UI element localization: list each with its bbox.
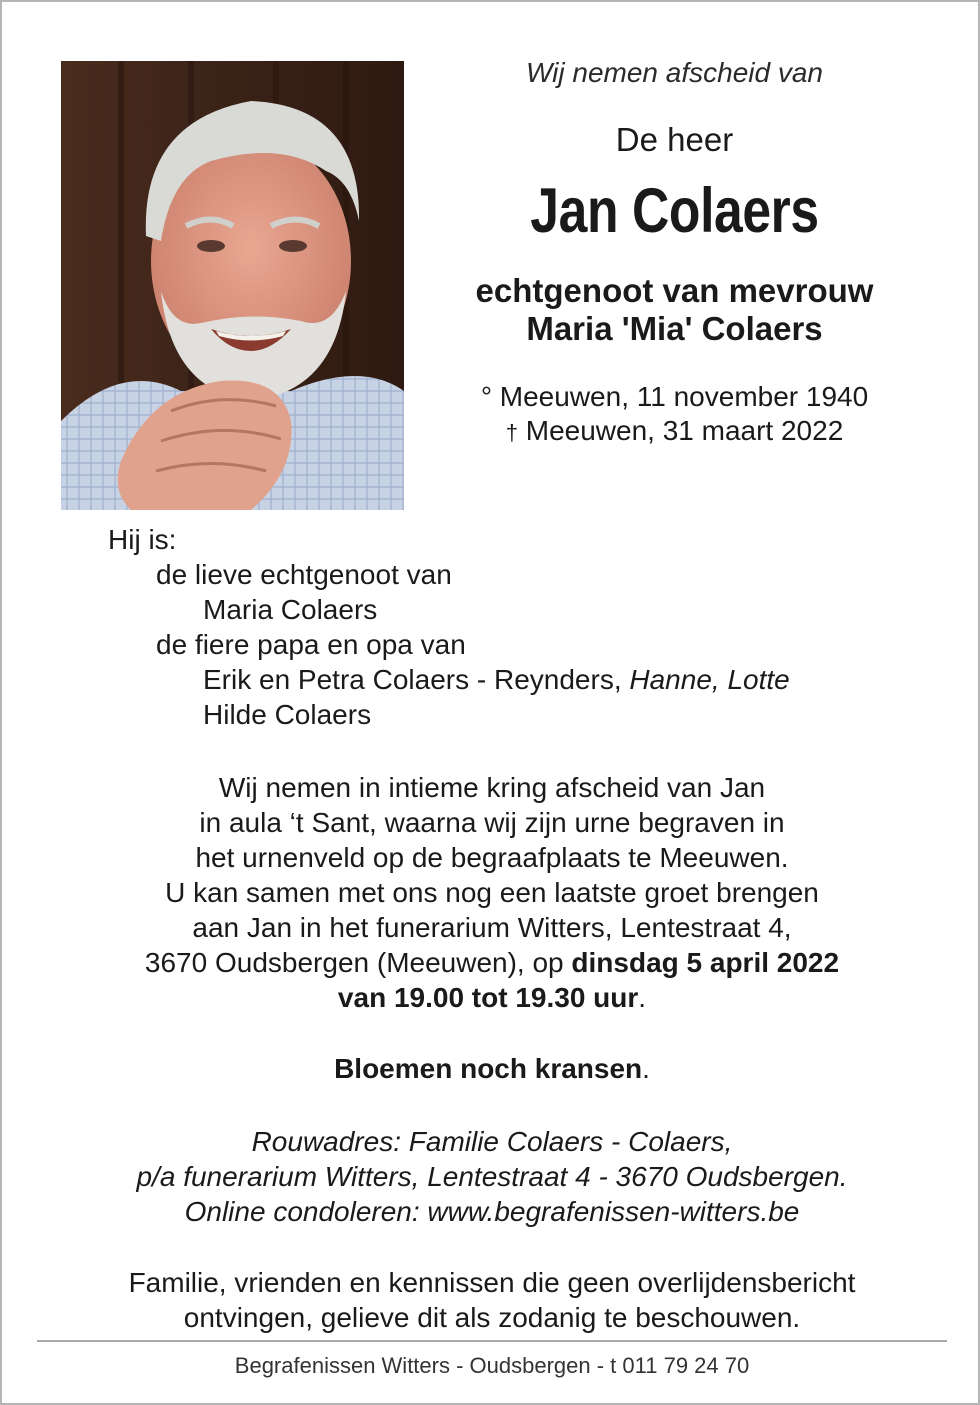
flowers-text: Bloemen noch kransen: [334, 1053, 643, 1084]
service-time: van 19.00 tot 19.30 uur: [337, 982, 639, 1013]
footer-divider: [37, 1340, 947, 1342]
family-line: Hilde Colaers: [203, 699, 372, 730]
funeral-home-footer: Begrafenissen Witters - Oudsbergen - t 011 79 24 70: [234, 1353, 750, 1378]
condolence-link[interactable]: Online condoleren: www.begrafenissen-witters.be: [184, 1196, 800, 1227]
flowers-period: .: [642, 1053, 650, 1084]
honorific-title: De heer: [615, 121, 734, 158]
service-date: dinsdag 5 april 2022: [571, 947, 840, 978]
service-line: Wij nemen in intieme kring afscheid van Jan: [218, 772, 766, 803]
header-block: [442, 56, 907, 450]
spouse-line-2: Maria 'Mia' Colaers: [526, 310, 823, 347]
spouse-line: [442, 272, 907, 348]
death-date-line: [442, 414, 907, 450]
grandchildren-names: Hanne, Lotte: [629, 664, 790, 695]
intro-text: Wij nemen afscheid van: [525, 57, 823, 88]
family-line: de lieve echtgenoot van: [156, 559, 452, 590]
family-line: Maria Colaers: [203, 594, 378, 625]
condolence-address: [42, 1124, 942, 1229]
service-address: 3670 Oudsbergen (Meeuwen), op: [144, 947, 572, 978]
address-line: p/a funerarium Witters, Lentestraat 4 - 3670 Oudsbergen.: [136, 1161, 848, 1192]
spouse-line-1: echtgenoot van mevrouw: [475, 272, 874, 309]
family-line: [108, 662, 790, 697]
address-line: Rouwadres: Familie Colaers - Colaers,: [251, 1126, 733, 1157]
children-names: Erik en Petra Colaers - Reynders,: [203, 664, 630, 695]
death-date: Meeuwen, 31 maart 2022: [517, 415, 844, 446]
birth-date: ° Meeuwen, 11 november 1940: [480, 381, 869, 412]
service-line: aan Jan in het funerarium Witters, Lentestraat 4,: [192, 912, 792, 943]
notice-line: Familie, vrienden en kennissen die geen overlijdensbericht: [128, 1267, 856, 1298]
family-heading: Hij is:: [108, 524, 177, 555]
service-line: U kan samen met ons nog een laatste groet brengen: [165, 877, 819, 908]
flowers-notice: [42, 1051, 942, 1086]
service-details: [42, 770, 942, 1015]
portrait-photo: [61, 61, 404, 510]
service-line: in aula ‘t Sant, waarna wij zijn urne begraven in: [199, 807, 785, 838]
service-line: het urnenveld op de begraafplaats te Meeuwen.: [195, 842, 789, 873]
service-line: [42, 980, 942, 1015]
deceased-name: Jan Colaers: [530, 176, 819, 246]
service-period: .: [638, 982, 647, 1013]
life-dates: [442, 380, 907, 450]
cross-icon: †: [505, 420, 518, 445]
service-line: [42, 945, 942, 980]
general-notice: [42, 1265, 942, 1335]
notice-line: ontvingen, gelieve dit als zodanig te beschouwen.: [183, 1302, 801, 1333]
family-list: [108, 522, 790, 732]
family-line: de fiere papa en opa van: [156, 629, 466, 660]
